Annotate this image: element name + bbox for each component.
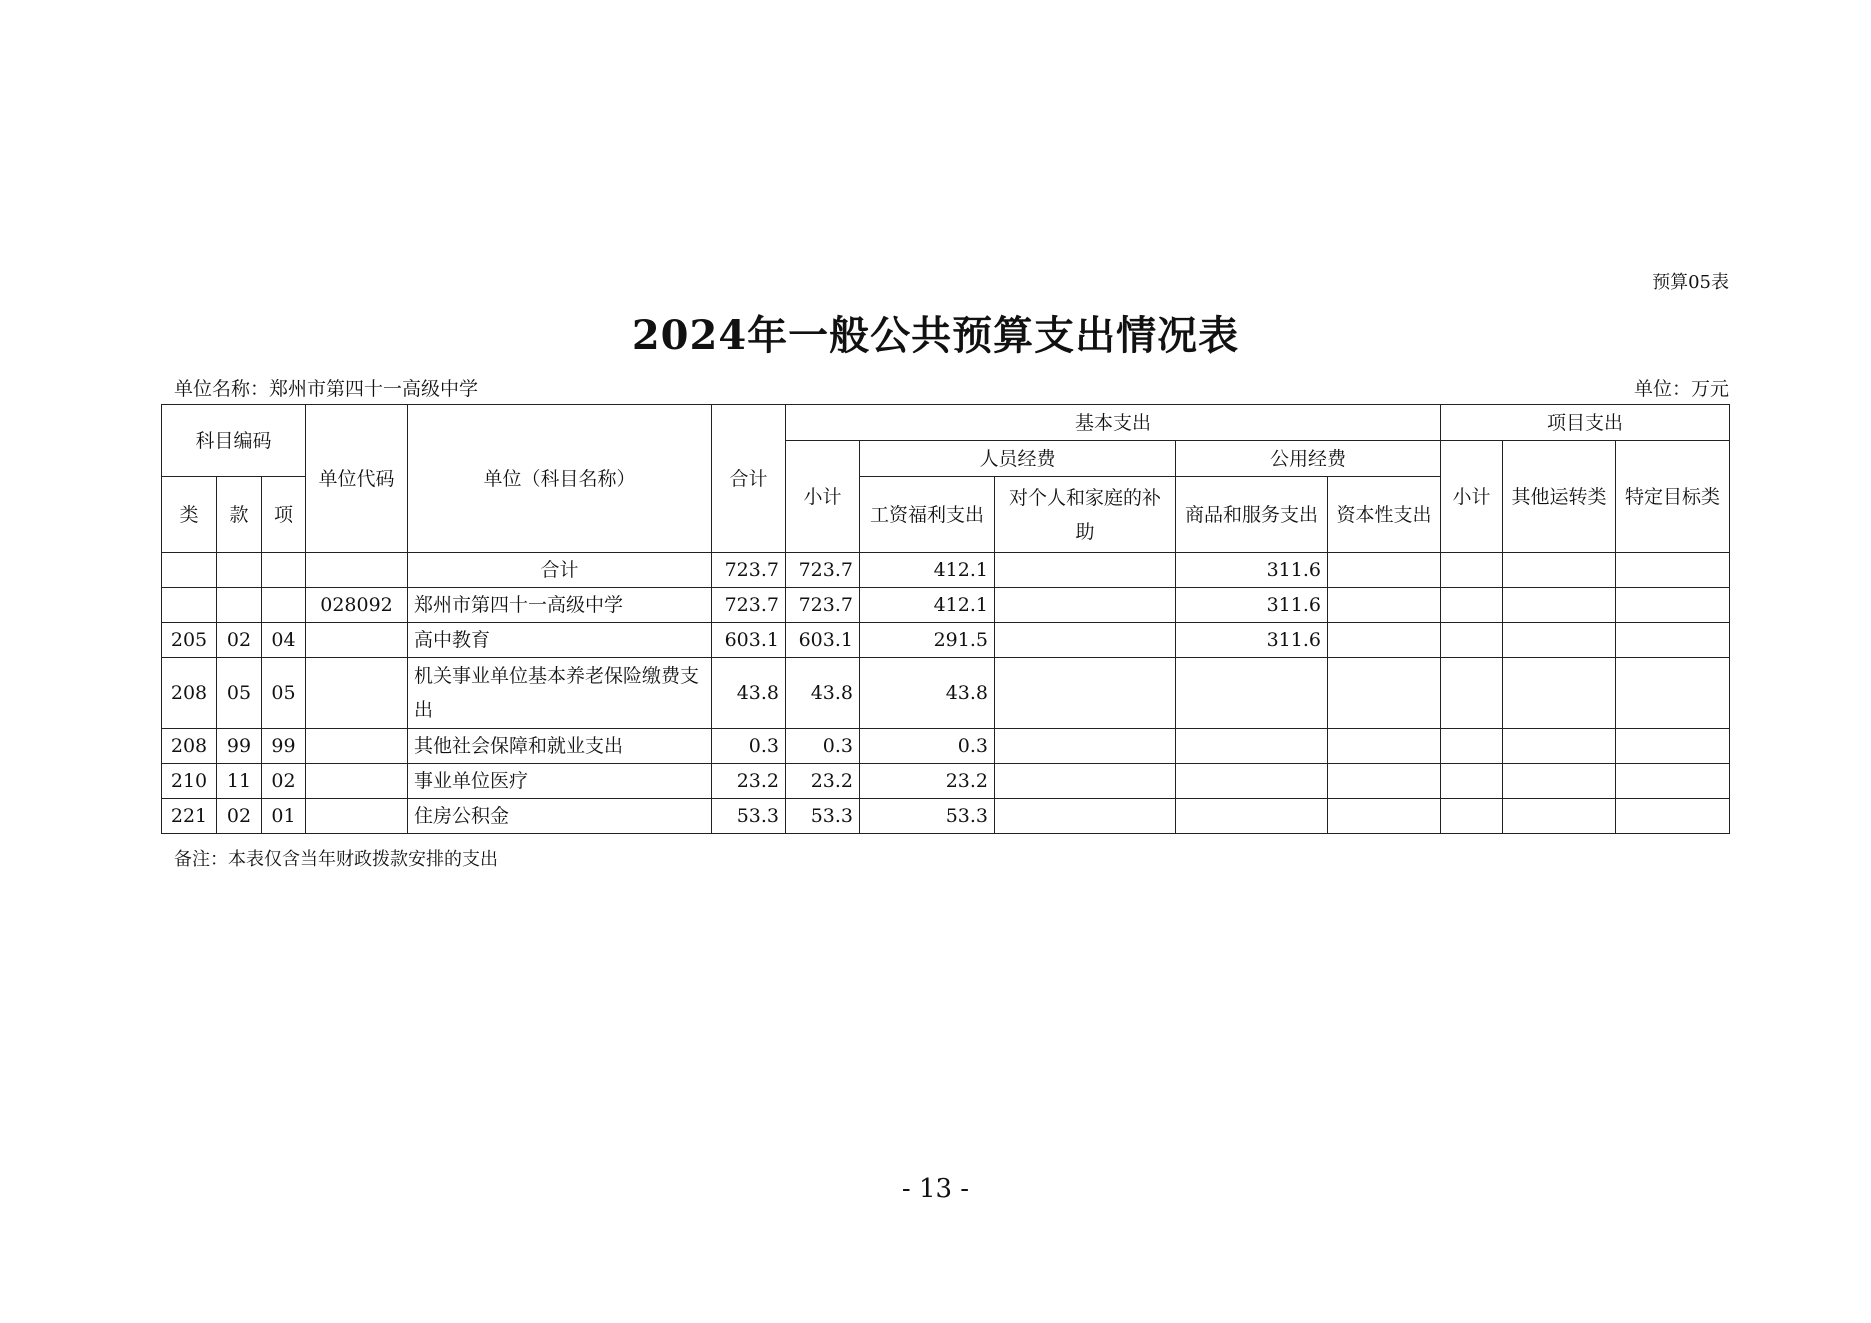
cell-project-subtotal [1441,588,1503,623]
header-personnel: 人员经费 [860,441,1176,477]
cell-specific [1616,623,1730,658]
cell-xiang: 04 [262,623,306,658]
header-unit-subject: 单位（科目名称） [408,405,712,553]
header-other-operation: 其他运转类 [1503,441,1616,553]
table-body [162,553,1730,834]
cell-other [1503,588,1616,623]
header-specific-target: 特定目标类 [1616,441,1730,553]
cell-xiang: 05 [262,658,306,729]
cell-project-subtotal [1441,764,1503,799]
cell-xiang [262,588,306,623]
cell-total: 23.2 [712,764,786,799]
cell-goods: 311.6 [1176,553,1328,588]
cell-unit-code [306,729,408,764]
cell-specific [1616,764,1730,799]
header-unit-code: 单位代码 [306,405,408,553]
cell-subtotal: 23.2 [786,764,860,799]
table-row [162,553,1730,588]
cell-capital [1328,658,1441,729]
cell-salary: 53.3 [860,799,995,834]
cell-individual [995,729,1176,764]
cell-individual [995,799,1176,834]
form-number: 预算05表 [1652,272,1729,293]
header-basic-expense: 基本支出 [786,405,1441,441]
header-kuan: 款 [217,477,262,553]
cell-other [1503,553,1616,588]
header-project-subtotal: 小计 [1441,441,1503,553]
cell-capital [1328,799,1441,834]
cell-unit-code: 028092 [306,588,408,623]
cell-name: 合计 [408,553,712,588]
cell-lei: 208 [162,658,217,729]
cell-kuan: 99 [217,729,262,764]
table-row [162,799,1730,834]
cell-capital [1328,623,1441,658]
cell-subtotal: 0.3 [786,729,860,764]
cell-goods: 311.6 [1176,588,1328,623]
table-row [162,729,1730,764]
cell-individual [995,623,1176,658]
cell-xiang: 02 [262,764,306,799]
cell-other [1503,658,1616,729]
cell-subtotal: 43.8 [786,658,860,729]
cell-total: 0.3 [712,729,786,764]
cell-salary: 23.2 [860,764,995,799]
cell-lei: 205 [162,623,217,658]
cell-salary: 412.1 [860,553,995,588]
header-public-funds: 公用经费 [1176,441,1441,477]
cell-lei [162,553,217,588]
cell-project-subtotal [1441,799,1503,834]
cell-subtotal: 603.1 [786,623,860,658]
cell-project-subtotal [1441,729,1503,764]
cell-kuan [217,588,262,623]
cell-total: 43.8 [712,658,786,729]
cell-project-subtotal [1441,658,1503,729]
cell-total: 53.3 [712,799,786,834]
cell-kuan: 02 [217,623,262,658]
cell-goods [1176,799,1328,834]
cell-lei: 210 [162,764,217,799]
table-row [162,623,1730,658]
cell-kuan: 11 [217,764,262,799]
cell-subtotal: 723.7 [786,553,860,588]
cell-salary: 412.1 [860,588,995,623]
cell-other [1503,729,1616,764]
cell-salary: 0.3 [860,729,995,764]
header-lei: 类 [162,477,217,553]
header-basic-subtotal: 小计 [786,441,860,553]
cell-salary: 43.8 [860,658,995,729]
header-total: 合计 [712,405,786,553]
cell-capital [1328,588,1441,623]
header-subject-code: 科目编码 [162,405,306,477]
page-number: - 13 - [901,1174,970,1204]
header-project-expense: 项目支出 [1441,405,1730,441]
table-note: 备注：本表仅含当年财政拨款安排的支出 [174,849,498,870]
cell-goods [1176,658,1328,729]
cell-subtotal: 723.7 [786,588,860,623]
cell-kuan: 05 [217,658,262,729]
cell-capital [1328,553,1441,588]
cell-lei: 208 [162,729,217,764]
cell-other [1503,623,1616,658]
cell-capital [1328,729,1441,764]
cell-project-subtotal [1441,553,1503,588]
cell-other [1503,764,1616,799]
budget-table [161,404,1730,834]
cell-specific [1616,729,1730,764]
cell-lei [162,588,217,623]
cell-other [1503,799,1616,834]
table-row [162,588,1730,623]
cell-salary: 291.5 [860,623,995,658]
header-xiang: 项 [262,477,306,553]
cell-individual [995,588,1176,623]
cell-goods [1176,729,1328,764]
cell-unit-code [306,553,408,588]
cell-specific [1616,588,1730,623]
money-unit: 单位：万元 [1633,378,1729,400]
cell-individual [995,553,1176,588]
table-header [162,405,1730,553]
cell-specific [1616,553,1730,588]
cell-xiang: 99 [262,729,306,764]
cell-unit-code [306,764,408,799]
cell-total: 723.7 [712,588,786,623]
cell-specific [1616,799,1730,834]
table-row [162,764,1730,799]
cell-capital [1328,764,1441,799]
unit-name: 单位名称：郑州市第四十一高级中学 [174,378,479,400]
cell-unit-code [306,799,408,834]
cell-name: 高中教育 [408,623,712,658]
cell-unit-code [306,658,408,729]
header-individual-family: 对个人和家庭的补助 [995,477,1176,553]
cell-xiang: 01 [262,799,306,834]
cell-unit-code [306,623,408,658]
cell-subtotal: 53.3 [786,799,860,834]
header-capital: 资本性支出 [1328,477,1441,553]
cell-goods: 311.6 [1176,623,1328,658]
cell-name: 机关事业单位基本养老保险缴费支出 [408,658,712,729]
cell-xiang [262,553,306,588]
cell-name: 其他社会保障和就业支出 [408,729,712,764]
cell-individual [995,764,1176,799]
cell-goods [1176,764,1328,799]
page-title: 2024年一般公共预算支出情况表 [631,312,1240,359]
header-salary-welfare: 工资福利支出 [860,477,995,553]
cell-name: 郑州市第四十一高级中学 [408,588,712,623]
cell-total: 603.1 [712,623,786,658]
cell-kuan [217,553,262,588]
cell-project-subtotal [1441,623,1503,658]
cell-specific [1616,658,1730,729]
cell-total: 723.7 [712,553,786,588]
header-goods-services: 商品和服务支出 [1176,477,1328,553]
table-row [162,658,1730,729]
cell-lei: 221 [162,799,217,834]
cell-individual [995,658,1176,729]
cell-name: 住房公积金 [408,799,712,834]
cell-name: 事业单位医疗 [408,764,712,799]
cell-kuan: 02 [217,799,262,834]
